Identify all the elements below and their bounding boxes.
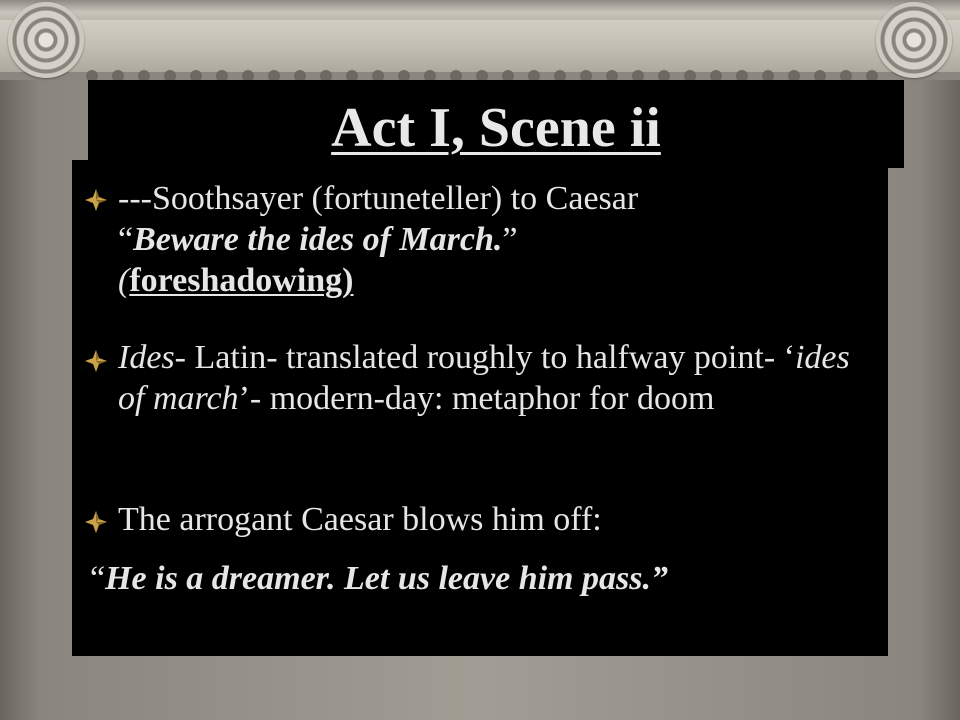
fleur-diamond-bullet-icon xyxy=(84,349,108,373)
fleur-diamond-bullet-icon xyxy=(84,188,108,212)
title-panel xyxy=(88,80,904,168)
capital-abacus xyxy=(0,0,960,20)
soothsayer-quote: Beware the ides of March. xyxy=(133,221,503,258)
quote-open: “ xyxy=(118,221,134,258)
foreshadowing-term: foreshadowing) xyxy=(129,262,354,299)
ionic-scroll-icon xyxy=(8,2,84,78)
bullet-text: - Latin- translated roughly to halfway point- ‘ xyxy=(174,339,795,376)
bullet-ides xyxy=(118,337,878,419)
fleur-diamond-bullet-icon xyxy=(84,510,108,534)
ides-term: Ides xyxy=(118,339,175,376)
content-panel xyxy=(72,160,888,656)
quote-close: ” xyxy=(502,221,518,258)
caesar-quote xyxy=(90,558,870,599)
quote-open: “ xyxy=(90,560,106,597)
bullet-soothsayer xyxy=(118,178,878,301)
caesar-quote-text: He is a dreamer. Let us leave him pass. xyxy=(105,560,651,597)
bullet-text: ---Soothsayer (fortuneteller) to Caesar xyxy=(118,180,639,217)
ides-phrase: ides of march xyxy=(118,339,850,417)
bullet-caesar xyxy=(118,499,878,540)
capital-echinus xyxy=(0,20,960,72)
ionic-scroll-icon xyxy=(876,2,952,78)
paren-open: ( xyxy=(118,262,130,299)
slide-title: Act I, Scene ii xyxy=(331,97,661,159)
quote-close: ” xyxy=(650,560,668,597)
bullet-text: The arrogant Caesar blows him off: xyxy=(118,501,602,538)
bullet-text: ’- modern-day: metaphor for doom xyxy=(238,380,715,417)
